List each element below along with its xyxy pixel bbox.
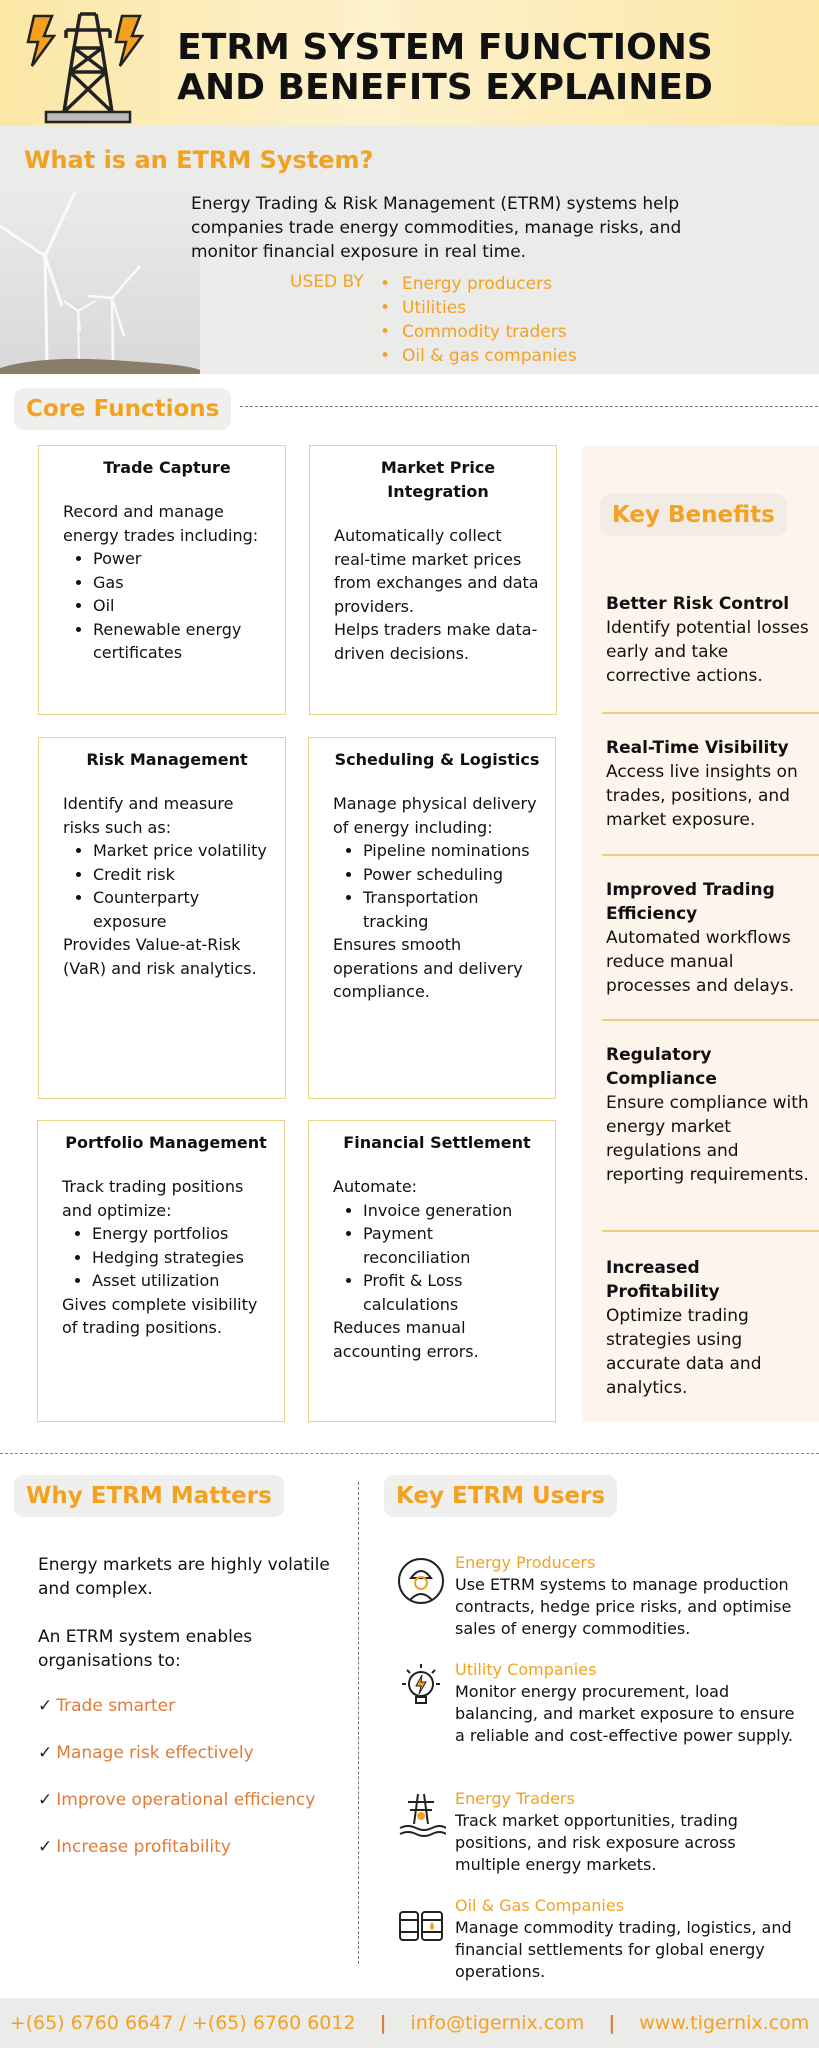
list-item: • Counterparty exposure	[93, 886, 271, 933]
used-by-label: USED BY	[290, 272, 364, 292]
list-item: • Power scheduling	[363, 863, 541, 887]
benefit-item	[606, 736, 811, 832]
card-outro: Reduces manual accounting errors.	[333, 1318, 479, 1361]
check-item	[38, 1788, 315, 1812]
why-paragraph: An ETRM system enables organisations to:	[38, 1627, 253, 1671]
benefit-title: Regulatory Compliance	[606, 1045, 717, 1089]
card-outro: Ensures smooth operations and delivery compliance.	[333, 935, 523, 1001]
function-card-trade-capture	[38, 445, 286, 715]
footer-separator: |	[379, 2012, 387, 2034]
pylon-icon	[396, 1790, 446, 1840]
benefit-item	[606, 1256, 811, 1400]
benefit-text: Access live insights on trades, positions, and market exposure.	[606, 762, 798, 830]
benefit-text: Ensure compliance with energy market regulations and reporting requirements.	[606, 1093, 809, 1185]
card-intro: Automate:	[333, 1177, 418, 1196]
used-by-list	[380, 272, 577, 368]
card-title: Portfolio Management	[65, 1133, 267, 1152]
check-item	[38, 1694, 175, 1718]
key-users-title: Key ETRM Users	[384, 1475, 617, 1517]
card-outro: Gives complete visibility of trading positions.	[62, 1294, 258, 1337]
footer-phone[interactable]: +(65) 6760 6647 / +(65) 6760 6012	[9, 2012, 356, 2034]
list-item: • Gas	[93, 571, 271, 595]
header-banner	[0, 0, 819, 126]
list-item: • Hedging strategies	[92, 1246, 270, 1270]
list-item: • Profit & Loss calculations	[363, 1269, 541, 1316]
benefit-divider	[602, 712, 819, 714]
card-outro: Provides Value-at-Risk (VaR) and risk analytics.	[63, 935, 257, 978]
used-by-item: • Commodity traders	[380, 320, 577, 344]
card-title: Financial Settlement	[343, 1133, 531, 1152]
user-text: Track market opportunities, trading positions, and risk exposure across multiple energy markets.	[455, 1811, 738, 1874]
benefit-text: Identify potential losses early and take corrective actions.	[606, 618, 809, 686]
list-item: • Credit risk	[93, 863, 271, 887]
list-item: • Renewable energy certificates	[93, 618, 271, 665]
list-item: • Pipeline nominations	[363, 839, 541, 863]
used-by-item: • Energy producers	[380, 272, 577, 296]
intro-title: What is an ETRM System?	[24, 146, 374, 174]
intro-section	[0, 126, 819, 374]
check-item	[38, 1741, 254, 1765]
footer-website[interactable]: www.tigernix.com	[639, 2012, 810, 2034]
user-item-utilities	[455, 1659, 800, 1747]
check-label: Manage risk effectively	[56, 1743, 254, 1763]
key-benefits-title: Key Benefits	[600, 494, 787, 536]
user-text: Monitor energy procurement, load balancing, and market exposure to ensure a reliable and cost-effective power supply.	[455, 1682, 795, 1745]
user-name: Oil & Gas Companies	[455, 1896, 625, 1915]
card-intro: Track trading positions and optimize:	[62, 1177, 244, 1220]
function-card-market-price	[309, 445, 557, 715]
benefit-divider	[602, 854, 819, 856]
benefit-divider	[602, 1019, 819, 1021]
check-icon: ✓	[38, 1743, 53, 1763]
user-text: Manage commodity trading, logistics, and financial settlements for global energy operations.	[455, 1918, 792, 1981]
card-title: Trade Capture	[103, 458, 231, 477]
footer-contact-bar	[0, 1998, 819, 2048]
check-item	[38, 1835, 231, 1859]
card-list	[93, 839, 271, 933]
footer-email[interactable]: info@tigernix.com	[410, 2012, 585, 2034]
benefit-item	[606, 878, 811, 998]
list-item: • Invoice generation	[363, 1199, 541, 1223]
benefit-text: Automated workflows reduce manual processes and delays.	[606, 928, 795, 996]
list-item: • Market price volatility	[93, 839, 271, 863]
check-icon: ✓	[38, 1837, 53, 1857]
user-name: Utility Companies	[455, 1660, 597, 1679]
list-item: • Payment reconciliation	[363, 1222, 541, 1269]
function-card-portfolio	[37, 1120, 285, 1422]
list-item: • Power	[93, 547, 271, 571]
card-title: Risk Management	[86, 750, 248, 769]
card-intro: Automatically collect real-time market prices from exchanges and data providers.	[334, 526, 539, 616]
card-title: Scheduling & Logistics	[334, 750, 540, 769]
page-title	[165, 28, 725, 108]
title-line-1: ETRM SYSTEM FUNCTIONS	[177, 27, 713, 68]
section-divider	[240, 406, 818, 407]
benefit-item	[606, 592, 811, 688]
user-name: Energy Traders	[455, 1789, 575, 1808]
check-icon: ✓	[38, 1696, 53, 1716]
card-intro: Record and manage energy trades including:	[63, 502, 259, 545]
footer-separator: |	[608, 2012, 616, 2034]
title-line-2: AND BENEFITS EXPLAINED	[177, 67, 713, 108]
user-text: Use ETRM systems to manage production contracts, hedge price risks, and optimise sales of energy commodities.	[455, 1575, 792, 1638]
benefit-title: Improved Trading Efficiency	[606, 880, 775, 924]
benefit-title: Increased Profitability	[606, 1258, 720, 1302]
card-list	[363, 839, 541, 933]
user-name: Energy Producers	[455, 1553, 596, 1572]
list-item: • Transportation tracking	[363, 886, 541, 933]
benefit-text: Optimize trading strategies using accurate data and analytics.	[606, 1306, 762, 1398]
lightbulb-icon	[396, 1662, 446, 1712]
key-benefits-panel	[582, 446, 819, 1422]
oil-barrel-icon	[396, 1898, 446, 1948]
check-label: Trade smarter	[56, 1696, 176, 1716]
card-list	[92, 1222, 270, 1293]
used-by-item: • Utilities	[380, 296, 577, 320]
check-label: Increase profitability	[56, 1837, 231, 1857]
list-item: • Energy portfolios	[92, 1222, 270, 1246]
function-card-scheduling	[308, 737, 556, 1099]
benefit-divider	[602, 1230, 819, 1232]
why-etrm-title: Why ETRM Matters	[14, 1475, 284, 1517]
card-intro: Manage physical delivery of energy including:	[333, 794, 537, 837]
card-list	[363, 1199, 541, 1317]
check-label: Improve operational efficiency	[56, 1790, 316, 1810]
function-card-risk-management	[38, 737, 286, 1099]
benefit-title: Real-Time Visibility	[606, 738, 789, 758]
list-item: • Oil	[93, 594, 271, 618]
user-item-oil-gas	[455, 1895, 800, 1983]
why-paragraph: Energy markets are highly volatile and complex.	[38, 1555, 330, 1599]
user-item-producers	[455, 1552, 800, 1640]
user-item-traders	[455, 1788, 800, 1876]
card-title: Market Price Integration	[380, 458, 496, 501]
check-icon: ✓	[38, 1790, 53, 1810]
wind-turbines-image	[0, 186, 200, 374]
used-by-item: • Oil & gas companies	[380, 344, 577, 368]
core-functions-title: Core Functions	[14, 388, 231, 430]
intro-description: Energy Trading & Risk Management (ETRM) systems help companies trade energy commodities, manage risks, and monitor financial exposure in real time.	[191, 194, 682, 262]
function-card-financial-settlement	[308, 1120, 556, 1422]
worker-icon	[396, 1556, 446, 1606]
why-etrm-body	[38, 1553, 338, 1697]
column-divider	[358, 1482, 359, 1964]
benefit-item	[606, 1043, 811, 1187]
section-divider	[0, 1453, 819, 1454]
benefit-title: Better Risk Control	[606, 594, 790, 614]
card-outro: Helps traders make data-driven decisions.	[334, 620, 538, 663]
list-item: • Asset utilization	[92, 1269, 270, 1293]
card-list	[93, 547, 271, 665]
card-intro: Identify and measure risks such as:	[63, 794, 234, 837]
power-tower-icon	[24, 8, 152, 124]
